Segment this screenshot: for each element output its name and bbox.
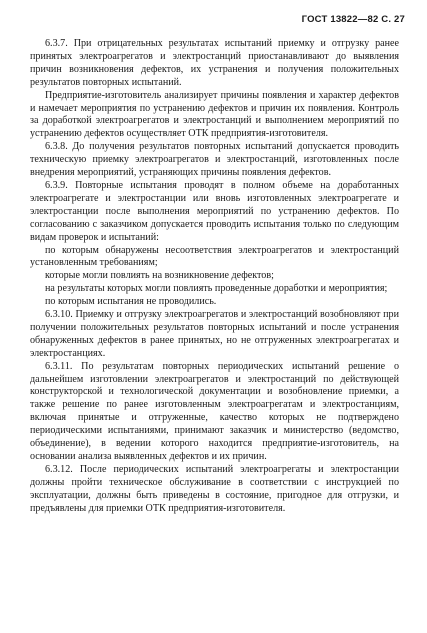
standard-number: ГОСТ 13822—82: [301, 14, 379, 25]
page-number: С. 27: [381, 14, 405, 25]
paragraph-manufacturer-analysis: Предприятие-изготовитель анализирует причины появления и характер дефектов и намечает мероприятия по устранению дефектов и причин их появления. Контроль за доработкой электроагрегатов и электростанций и выполнением мероприятий по устранению дефектов осуществляет ОТК предприятия-изготовителя.: [30, 89, 399, 140]
document-body: [30, 38, 399, 516]
list-item-defect-influence: которые могли повлиять на возникновение дефектов;: [45, 270, 274, 282]
paragraph-6-3-12: 6.3.12. После периодических испытаний электроагрегаты и электростанции должны пройти техническое обслуживание в соответствии с инструкцией по эксплуатации, должны быть приведены в состояние, пригодное для отгрузки, и предъявлены для приемки ОТК предприятия-изготовителя.: [30, 463, 399, 514]
paragraph-6-3-8: 6.3.8. До получения результатов повторных испытаний допускается проводить техническую приемку электроагрегатов и электростанций, изготовленных после внедрения мероприятий, устраняющих причины появления дефектов.: [30, 141, 399, 179]
paragraph-6-3-7: 6.3.7. При отрицательных результатах испытаний приемку и отгрузку ранее принятых электроагрегатов и электростанций приостанавливают до выявления причин возникновения дефектов, их устранения и получения положительных результатов повторных испытаний.: [30, 38, 399, 88]
paragraph-6-3-11: 6.3.11. По результатам повторных периодических испытаний решение о дальнейшем изготовлении электроагрегатов и электростанций по действующей конструкторской и технологической документации и возобновление приемки, а также решение по ранее изготовленным электроагрегатам и электростанциям, включая принятые и отгруженные, качество которых не подтверждено периодическими испытаниями, принимают заказчик и министерство (ведомство, объединение), в ведении которого находится предприятие-изготовитель, на основании анализа выявленных дефектов и их причин.: [30, 360, 399, 462]
list-item-rework-influence: на результаты которых могли повлиять проведенные доработки и мероприятия;: [45, 283, 388, 295]
page-header: [302, 14, 405, 25]
list-item-nonconformity: по которым обнаружены несоответствия электроагрегатов и электростанций установленным требованиям;: [30, 244, 399, 269]
paragraph-6-3-9: 6.3.9. Повторные испытания проводят в полном объеме на доработанных электроагрегате и электростанции или вновь изготовленных электроагрегате и электростанции после выполнения мероприятий по устранению дефектов. По согласованию с заказчиком допускается проводить испытания только по следующим видам проверок и испытаний:: [30, 179, 399, 243]
paragraph-6-3-10: 6.3.10. Приемку и отгрузку электроагрегатов и электростанций возобновляют при получении положительных результатов повторных испытаний и после устранения обнаруженных дефектов в ранее принятых, но не отгруженных электроагрегатах и электростанциях.: [30, 309, 399, 359]
list-item-not-tested: по которым испытания не проводились.: [45, 296, 217, 308]
